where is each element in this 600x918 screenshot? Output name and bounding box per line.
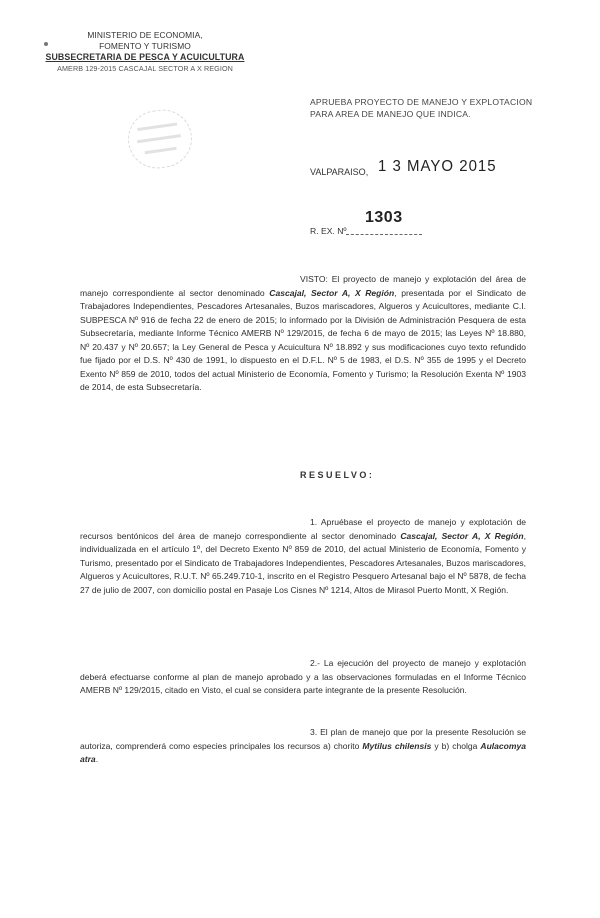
ministry-line: MINISTERIO DE ECONOMIA,	[87, 30, 203, 40]
article-2: 2.- La ejecución del proyecto de manejo y explotación deberá efectuarse conforme al plan de manejo aprobado y a las observaciones formuladas en el Informe Técnico AMERB Nº 129/2015, citado en Visto, el cual se considera parte integrante de la presente Resolución.	[80, 658, 526, 695]
rex-underline	[346, 234, 422, 235]
subject-text: APRUEBA PROYECTO DE MANEJO Y EXPLOTACION PARA AREA DE MANEJO QUE INDICA.	[310, 97, 533, 119]
ministry-line-2: FOMENTO Y TURISMO	[99, 41, 191, 51]
resuelvo-heading: RESUELVO:	[300, 470, 375, 480]
rex-number: 1303	[365, 209, 403, 226]
letterhead	[30, 30, 260, 74]
subsecretaria-line: SUBSECRETARIA DE PESCA Y ACUICULTURA	[45, 52, 245, 62]
faded-stamp	[124, 106, 195, 172]
place-label: VALPARAISO,	[310, 167, 369, 177]
visto-paragraph: VISTO: El proyecto de manejo y explotación del área de manejo correspondiente al sector denominado Cascajal, Sector A, X Región, presentada por el Sindicato de Trabajadores Independientes, Pescadores Artesanales, Buzos mariscadores, Algueros y Acuicultores, mediante C.I. SUBPESCA Nº 916 de fecha 22 de enero de 2015; lo informado por la División de Administración Pesquera de esta Subsecretaría, mediante Informe Técnico AMERB Nº 129/2015, de fecha 6 de mayo de 2015; las Leyes Nº 18.880, Nº 20.437 y Nº 20.657; la Ley General de Pesca y Acuicultura Nº 18.892 y sus modificaciones cuyo texto refundido fue fijado por el D.S. Nº 430 de 1991, lo dispuesto en el D.F.L. Nº 5 de 1983, el D.S. Nº 355 de 1995 y el Decreto Exento Nº 859 de 2010, todos del actual Ministerio de Economía, Fomento y Turismo; la Resolución Exenta Nº 1903 de 2014, de esta Subsecretaría.	[80, 274, 527, 392]
article-1: 1. Apruébase el proyecto de manejo y explotación de recursos bentónicos del área de manejo correspondiente al sector denominado Cascajal, Sector A, X Región, individualizada en el artículo 1º, del Decreto Exento Nº 859 de 2010, del actual Ministerio de Economía, Fomento y Turismo, presentado por el Sindicato de Trabajadores Independientes, Pescadores Artesanales, Buzos mariscadores, Algueros y Acuicultores, R.U.T. Nº 65.249.710-1, inscrito en el Registro Pesquero Artesanal bajo el Nº 5878, de fecha 27 de julio de 2007, con domicilio postal en Pasaje Los Cisnes Nº 1214, Altos de Mirasol Puerto Montt, X Región.	[80, 517, 526, 595]
date-stamp: 1 3 MAYO 2015	[378, 157, 497, 176]
article-3: 3. El plan de manejo que por la presente Resolución se autoriza, comprenderá como especies principales los recursos a) chorito Mytilus chilensis y b) cholga Aulacomya atra.	[80, 727, 527, 764]
rex-label: R. EX. Nº	[310, 226, 347, 236]
reference-line: AMERB 129-2015 CASCAJAL SECTOR A X REGION	[57, 64, 233, 73]
